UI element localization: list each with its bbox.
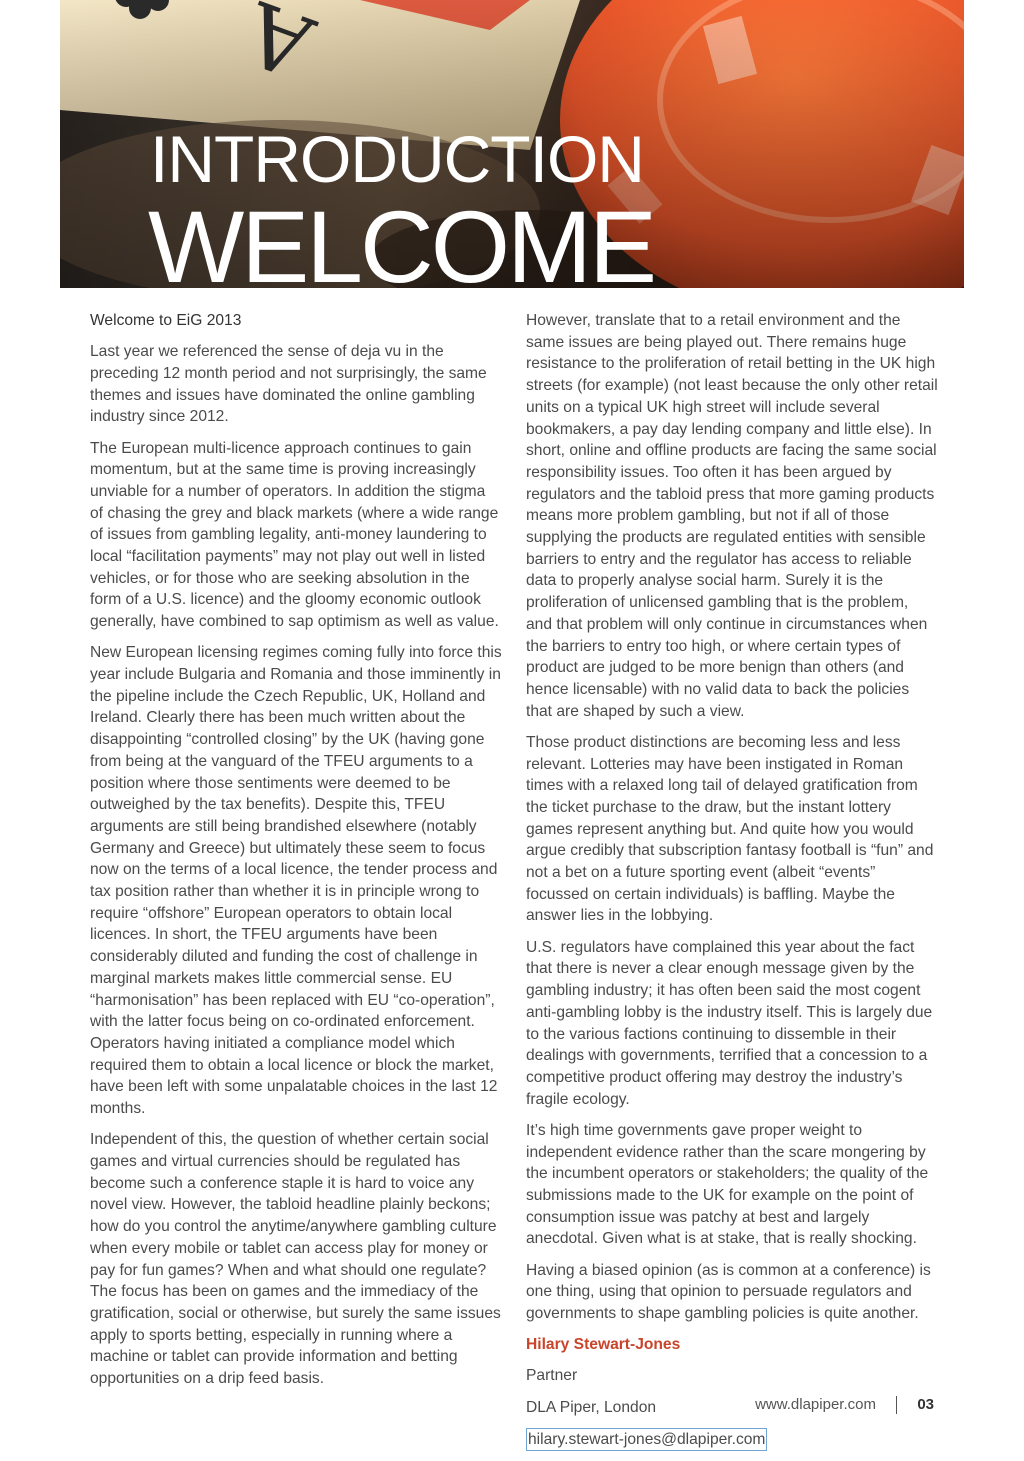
- paragraph: Last year we referenced the sense of deja vu in the preceding 12 month period and not surprisingly, the same themes and issues have dominated the online gambling industry since 2012.: [90, 343, 487, 426]
- paragraph: New European licensing regimes coming fully into force this year include Bulgaria and Romania and those imminently in the pipeline include the Czech Republic, UK, Holland and Ireland. Clearly there has been much written about the disappointing “controlled closing” by the UK (having gone from being at the vanguard of the TFEU arguments to a position where those sentiments were deemed to be outweighed by the tax benefits). Despite this, TFEU arguments are still being brandished elsewhere (notably Germany and Greece) but ultimately these seem to focus now on the terms of a local licence, the tender process and tax position rather than whether it is in principle wrong to require “offshore” European operators to obtain local licences. In short, the TFEU arguments have been considerably diluted and funding the cost of challenge in marginal markets makes little commercial sense. EU “harmonisation” has been replaced with EU “co-operation”, with the latter focus being on co-ordinated enforcement. Operators having initiated a compliance model which required them to obtain a local licence or block the market, have been left with some unpalatable choices in the last 12 months.: [90, 644, 502, 1118]
- hero-kicker: INTRODUCTION: [150, 122, 644, 196]
- lead-heading: Welcome to EiG 2013: [90, 312, 242, 329]
- paragraph: Having a biased opinion (as is common at a conference) is one thing, using that opinion to persuade regulators and governments to shape gambling policies is quite another.: [526, 1261, 931, 1322]
- paragraph: However, translate that to a retail environment and the same issues are being played out. There remains huge resistance to the proliferation of retail betting in the UK high streets (for example) (not least because the only other retail units on a typical UK high street will include several bookmakers, a pay day lending company and little else). In short, online and offline products are facing the same social responsibility issues. Too often it has been argued by regulators and the tabloid press that more gaming products means more problem gambling, but not if all of those supplying the products are regulated entities with sensible barriers to entry and the regulator has access to reliable data to properly analyse social harm. Surely it is the proliferation of unlicensed gambling that is the problem, and that problem will only continue in circumstances when the barriers to entry too high, or where certain types of product are judged to be more benign than others (and hence licensable) with no valid data to back the policies that are shaped by such a view.: [526, 312, 938, 720]
- author-email-link[interactable]: hilary.stewart-jones@dlapiper.com: [526, 1428, 767, 1452]
- hero-banner: [60, 0, 964, 288]
- paragraph: U.S. regulators have complained this year about the fact that there is never a clear enough message given by the gambling industry; it has often been said the most cogent anti-gambling lobby is the industry itself. This is largely due to the various factions continuing to dissemble in their dealings with governments, terrified that a concession to a competitive product offering may destroy the industry’s fragile ecology.: [526, 938, 933, 1108]
- page-footer: [755, 1396, 934, 1414]
- paragraph: It’s high time governments gave proper weight to independent evidence rather than the scare mongering by the incumbent operators or stakeholders; the quality of the submissions made to the UK for example on the point of consumption issue was patchy at best and largely anecdotal. Given what is at stake, that is really shocking.: [526, 1121, 929, 1248]
- author-firm: DLA Piper, London: [526, 1398, 657, 1416]
- footer-url-link[interactable]: www.dlapiper.com: [755, 1396, 876, 1413]
- hero-title: WELCOME: [148, 190, 655, 288]
- signature-block: [526, 1334, 938, 1451]
- left-column: [90, 310, 502, 1399]
- author-name: Hilary Stewart-Jones: [526, 1336, 681, 1354]
- right-column: [526, 310, 938, 1461]
- paragraph: Independent of this, the question of whether certain social games and virtual currencies should be regulated has become such a conference staple it is hard to voice any novel view. However, the tabloid headline plainly beckons; how do you control the anytime/anywhere gambling culture when every mobile or tablet can access play for money or pay for fun games? When and what should one regulate? The focus has been on games and the immediacy of the gratification, social or otherwise, but surely the same issues apply to sports betting, especially in running where a machine or tablet can provide information and betting opportunities on a drip feed basis.: [90, 1131, 501, 1388]
- page-number: 03: [917, 1396, 934, 1413]
- author-role: Partner: [526, 1367, 578, 1385]
- paragraph: Those product distinctions are becoming less and less relevant. Lotteries may have been instigated in Roman times with a relaxed long tail of delayed gratification from the ticket purchase to the draw, but the instant lottery games represent anything but. And quite how you would argue credibly that subscription fantasy football is “fun” and not a bet on a future sporting event (albeit “events” focussed on certain individuals) is baffling. Maybe the answer lies in the lobbying.: [526, 733, 934, 925]
- paragraph: The European multi-licence approach continues to gain momentum, but at the same time is proving increasingly unviable for a number of operators. In addition the stigma of chasing the grey and black markets (where a wide range of issues from gambling legality, anti-money laundering to local “facilitation payments” may not play out well in listed vehicles, or for those who are seeking absolution in the form of a U.S. licence) and the gloomy economic outlook generally, have combined to sap optimism as well as value.: [90, 439, 499, 631]
- footer-divider: [896, 1396, 897, 1414]
